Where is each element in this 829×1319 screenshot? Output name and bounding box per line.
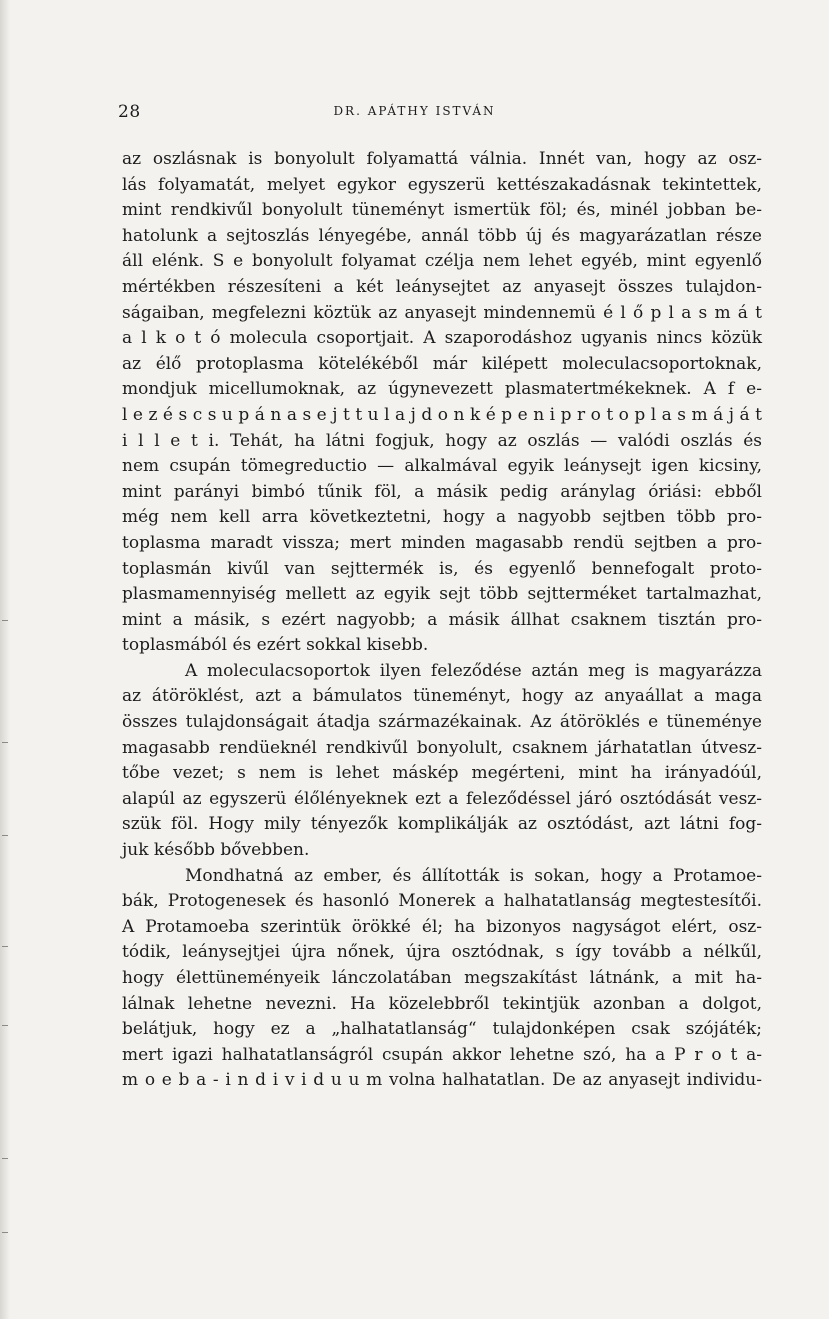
- text-line: magasabb rendüeknél rendkivűl bonyolult, csaknem járhatatlan útvesz-: [122, 737, 762, 758]
- text-line: alapúl az egyszerü élőlényeknek ezt a feleződéssel járó osztódását vesz-: [122, 788, 762, 809]
- body-text: [122, 147, 762, 1094]
- scan-mark: [2, 1232, 8, 1233]
- text-line: A Protamoeba szerintük örökké él; ha bizonyos nagyságot elért, osz-: [122, 916, 762, 937]
- text-line: lás folyamatát, melyet egykor egyszerü kettészakadásnak tekintettek,: [122, 174, 762, 195]
- text-line: belátjuk, hogy ez a „halhatatlanság“ tulajdonképen csak szójáték;: [122, 1019, 762, 1040]
- scan-mark: [2, 742, 8, 743]
- text-line: mértékben részesíteni a két leánysejtet az anyasejt összes tulajdon-: [122, 276, 762, 297]
- scan-mark: [2, 1158, 8, 1159]
- running-head: DR. APÁTHY ISTVÁN: [333, 104, 496, 118]
- text-line: tőbe vezet; s nem is lehet máskép megérteni, mint ha irányadóúl,: [122, 763, 762, 784]
- text-line: az élő protoplasma kötelékéből már kilépett moleculacsoportoknak,: [122, 353, 762, 374]
- text-line: i l l e t i. Tehát, ha látni fogjuk, hogy az oszlás — valódi oszlás és: [122, 430, 762, 451]
- scan-mark: [2, 620, 8, 621]
- text-line: még nem kell arra következtetni, hogy a nagyobb sejtben több pro-: [122, 507, 762, 528]
- text-line: mint rendkivűl bonyolult tüneményt ismertük föl; és, minél jobban be-: [122, 200, 762, 221]
- text-line: az oszlásnak is bonyolult folyamattá válnia. Innét van, hogy az osz-: [122, 149, 762, 169]
- text-line: l e z é s c s u p á n a s e j t t u l a j d o n k é p e n i p r o t o p l a s m á j á t: [122, 404, 762, 425]
- text-line: tódik, leánysejtjei újra nőnek, újra osztódnak, s így tovább a nélkűl,: [122, 942, 762, 963]
- paragraph: [122, 147, 762, 659]
- text-line: összes tulajdonságait átadja származékainak. Az átöröklés e tüneménye: [122, 712, 762, 733]
- text-line: mint parányi bimbó tűnik föl, a másik pedig aránylag óriási: ebből: [122, 481, 762, 502]
- text-line: szük föl. Hogy mily tényezők komplikálják az osztódást, azt látni fog-: [122, 814, 762, 835]
- text-line: hatolunk a sejtoszlás lényegébe, annál több új és magyarázatlan része: [122, 225, 762, 246]
- text-line: plasmamennyiség mellett az egyik sejt több sejtterméket tartalmazhat,: [122, 584, 762, 605]
- text-line: nem csupán tömegreductio — alkalmával egyik leánysejt igen kicsiny,: [122, 456, 762, 477]
- text-line: lálnak lehetne nevezni. Ha közelebbről tekintjük azonban a dolgot,: [122, 993, 762, 1014]
- text-line: a l k o t ó molecula csoportjait. A szaporodáshoz ugyanis nincs közük: [122, 328, 762, 349]
- text-line: toplasmából és ezért sokkal kisebb.: [122, 635, 429, 656]
- paragraph: [122, 864, 762, 1094]
- text-line: juk később bővebben.: [122, 840, 310, 861]
- text-line: m o e b a - i n d i v i d u u m volna halhatatlan. De az anyasejt individu-: [122, 1070, 762, 1091]
- text-line: mondjuk micellumoknak, az úgynevezett plasmatertmékeknek. A f e-: [122, 379, 762, 400]
- text-line: mert igazi halhatatlanságról csupán akkor lehetne szó, ha a P r o t a-: [122, 1044, 762, 1065]
- page-number: 28: [118, 102, 141, 122]
- text-line: ságaiban, megfelezni köztük az anyasejt mindennemü é l ő p l a s m á t: [122, 302, 762, 323]
- text-line: toplasma maradt vissza; mert minden magasabb rendü sejtben a pro-: [122, 532, 762, 553]
- text-line: Mondhatná az ember, és állították is sokan, hogy a Protamoe-: [185, 865, 762, 886]
- text-line: bák, Protogenesek és hasonló Monerek a halhatatlanság megtestesítői.: [122, 891, 762, 912]
- text-line: áll elénk. S e bonyolult folyamat czélja nem lehet egyéb, mint egyenlő: [122, 251, 762, 272]
- text-line: toplasmán kivűl van sejttermék is, és egyenlő bennefogalt proto-: [122, 558, 762, 579]
- text-line: A moleculacsoportok ilyen feleződése aztán meg is magyarázza: [185, 660, 762, 681]
- scan-mark: [2, 1025, 8, 1026]
- scan-mark: [2, 946, 8, 947]
- text-line: az átöröklést, azt a bámulatos tüneményt, hogy az anyaállat a maga: [122, 686, 762, 707]
- paragraph: [122, 659, 762, 864]
- text-line: hogy élettüneményeik lánczolatában megszakítást látnánk, a mit ha-: [122, 968, 762, 988]
- scan-mark: [2, 835, 8, 836]
- scan-left-edge: [0, 0, 10, 1319]
- text-line: mint a másik, s ezért nagyobb; a másik állhat csaknem tisztán pro-: [122, 609, 762, 630]
